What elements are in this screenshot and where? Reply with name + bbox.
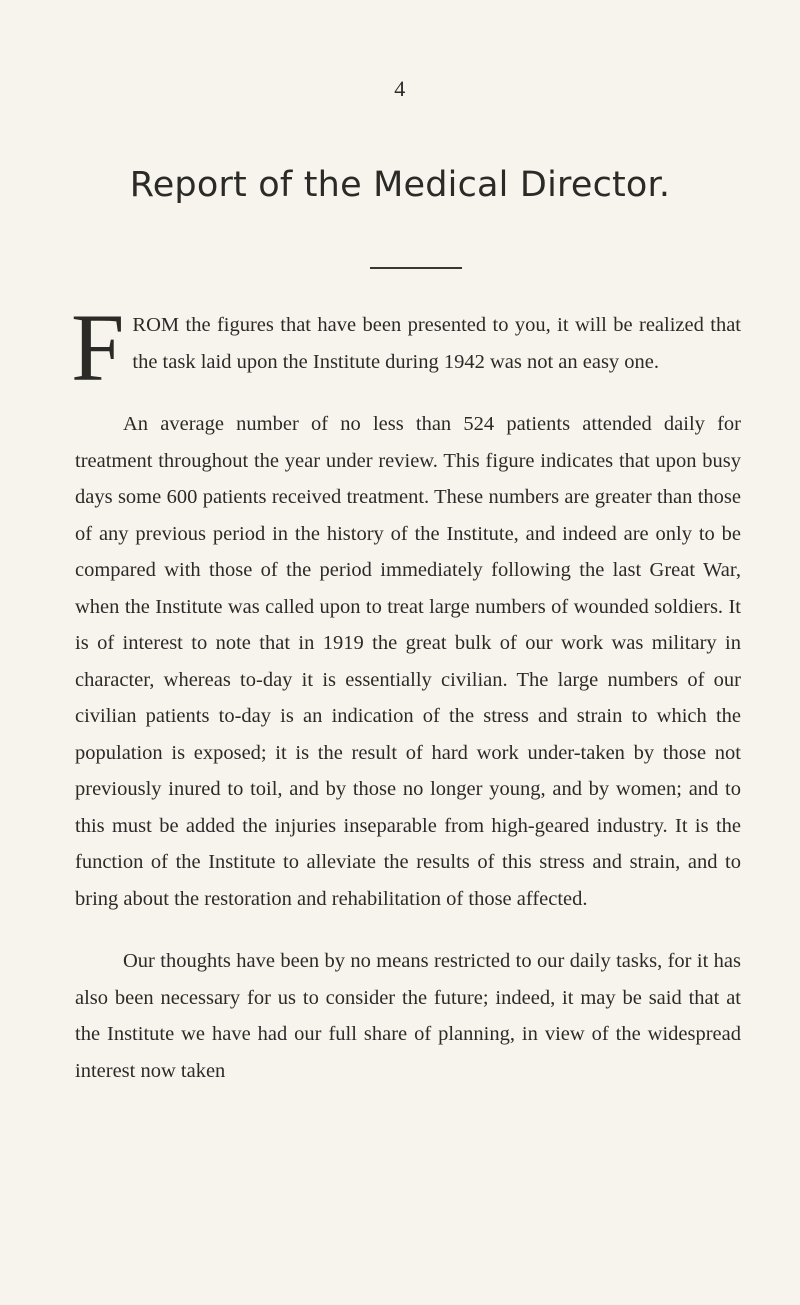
- page-number: 4: [394, 76, 406, 101]
- title-divider: [370, 267, 462, 269]
- paragraph-3: Our thoughts have been by no means restricted to our daily tasks, for it has also been necessary for us to consider the future; indeed, it may be said that at the Institute we have had our full share of planning, in view of the widespread interest now taken: [75, 950, 741, 1082]
- report-body: [71, 294, 741, 1089]
- page-title: Report of the Medical Director.: [129, 165, 671, 205]
- drop-cap: F: [71, 294, 125, 401]
- paragraph-2: An average number of no less than 524 patients attended daily for treatment throughout the year under review. This figure indicates that upon busy days some 600 patients received treatment. These numbers are greater than those of any previous period in the history of the Institute, and indeed are only to be compared with those of the period immediately following the last Great War, when the Institute was called upon to treat large numbers of wounded soldiers. It is of interest to note that in 1919 the great bulk of our work was military in character, whereas to-day it is essentially civilian. The large numbers of our civilian patients to-day is an indication of the stress and strain to which the population is exposed; it is the result of hard work under-taken by those not previously inured to toil, and by those no longer young, and by women; and to this must be added the injuries inseparable from high-geared industry. It is the function of the Institute to alleviate the results of this stress and strain, and to bring about the restoration and rehabilitation of those affected.: [75, 413, 741, 910]
- paragraph-1: [71, 294, 741, 401]
- paragraph-1-text: ROM the figures that have been presented to you, it will be realized that the task laid upon the Institute during 1942 was not an easy one.: [132, 314, 741, 373]
